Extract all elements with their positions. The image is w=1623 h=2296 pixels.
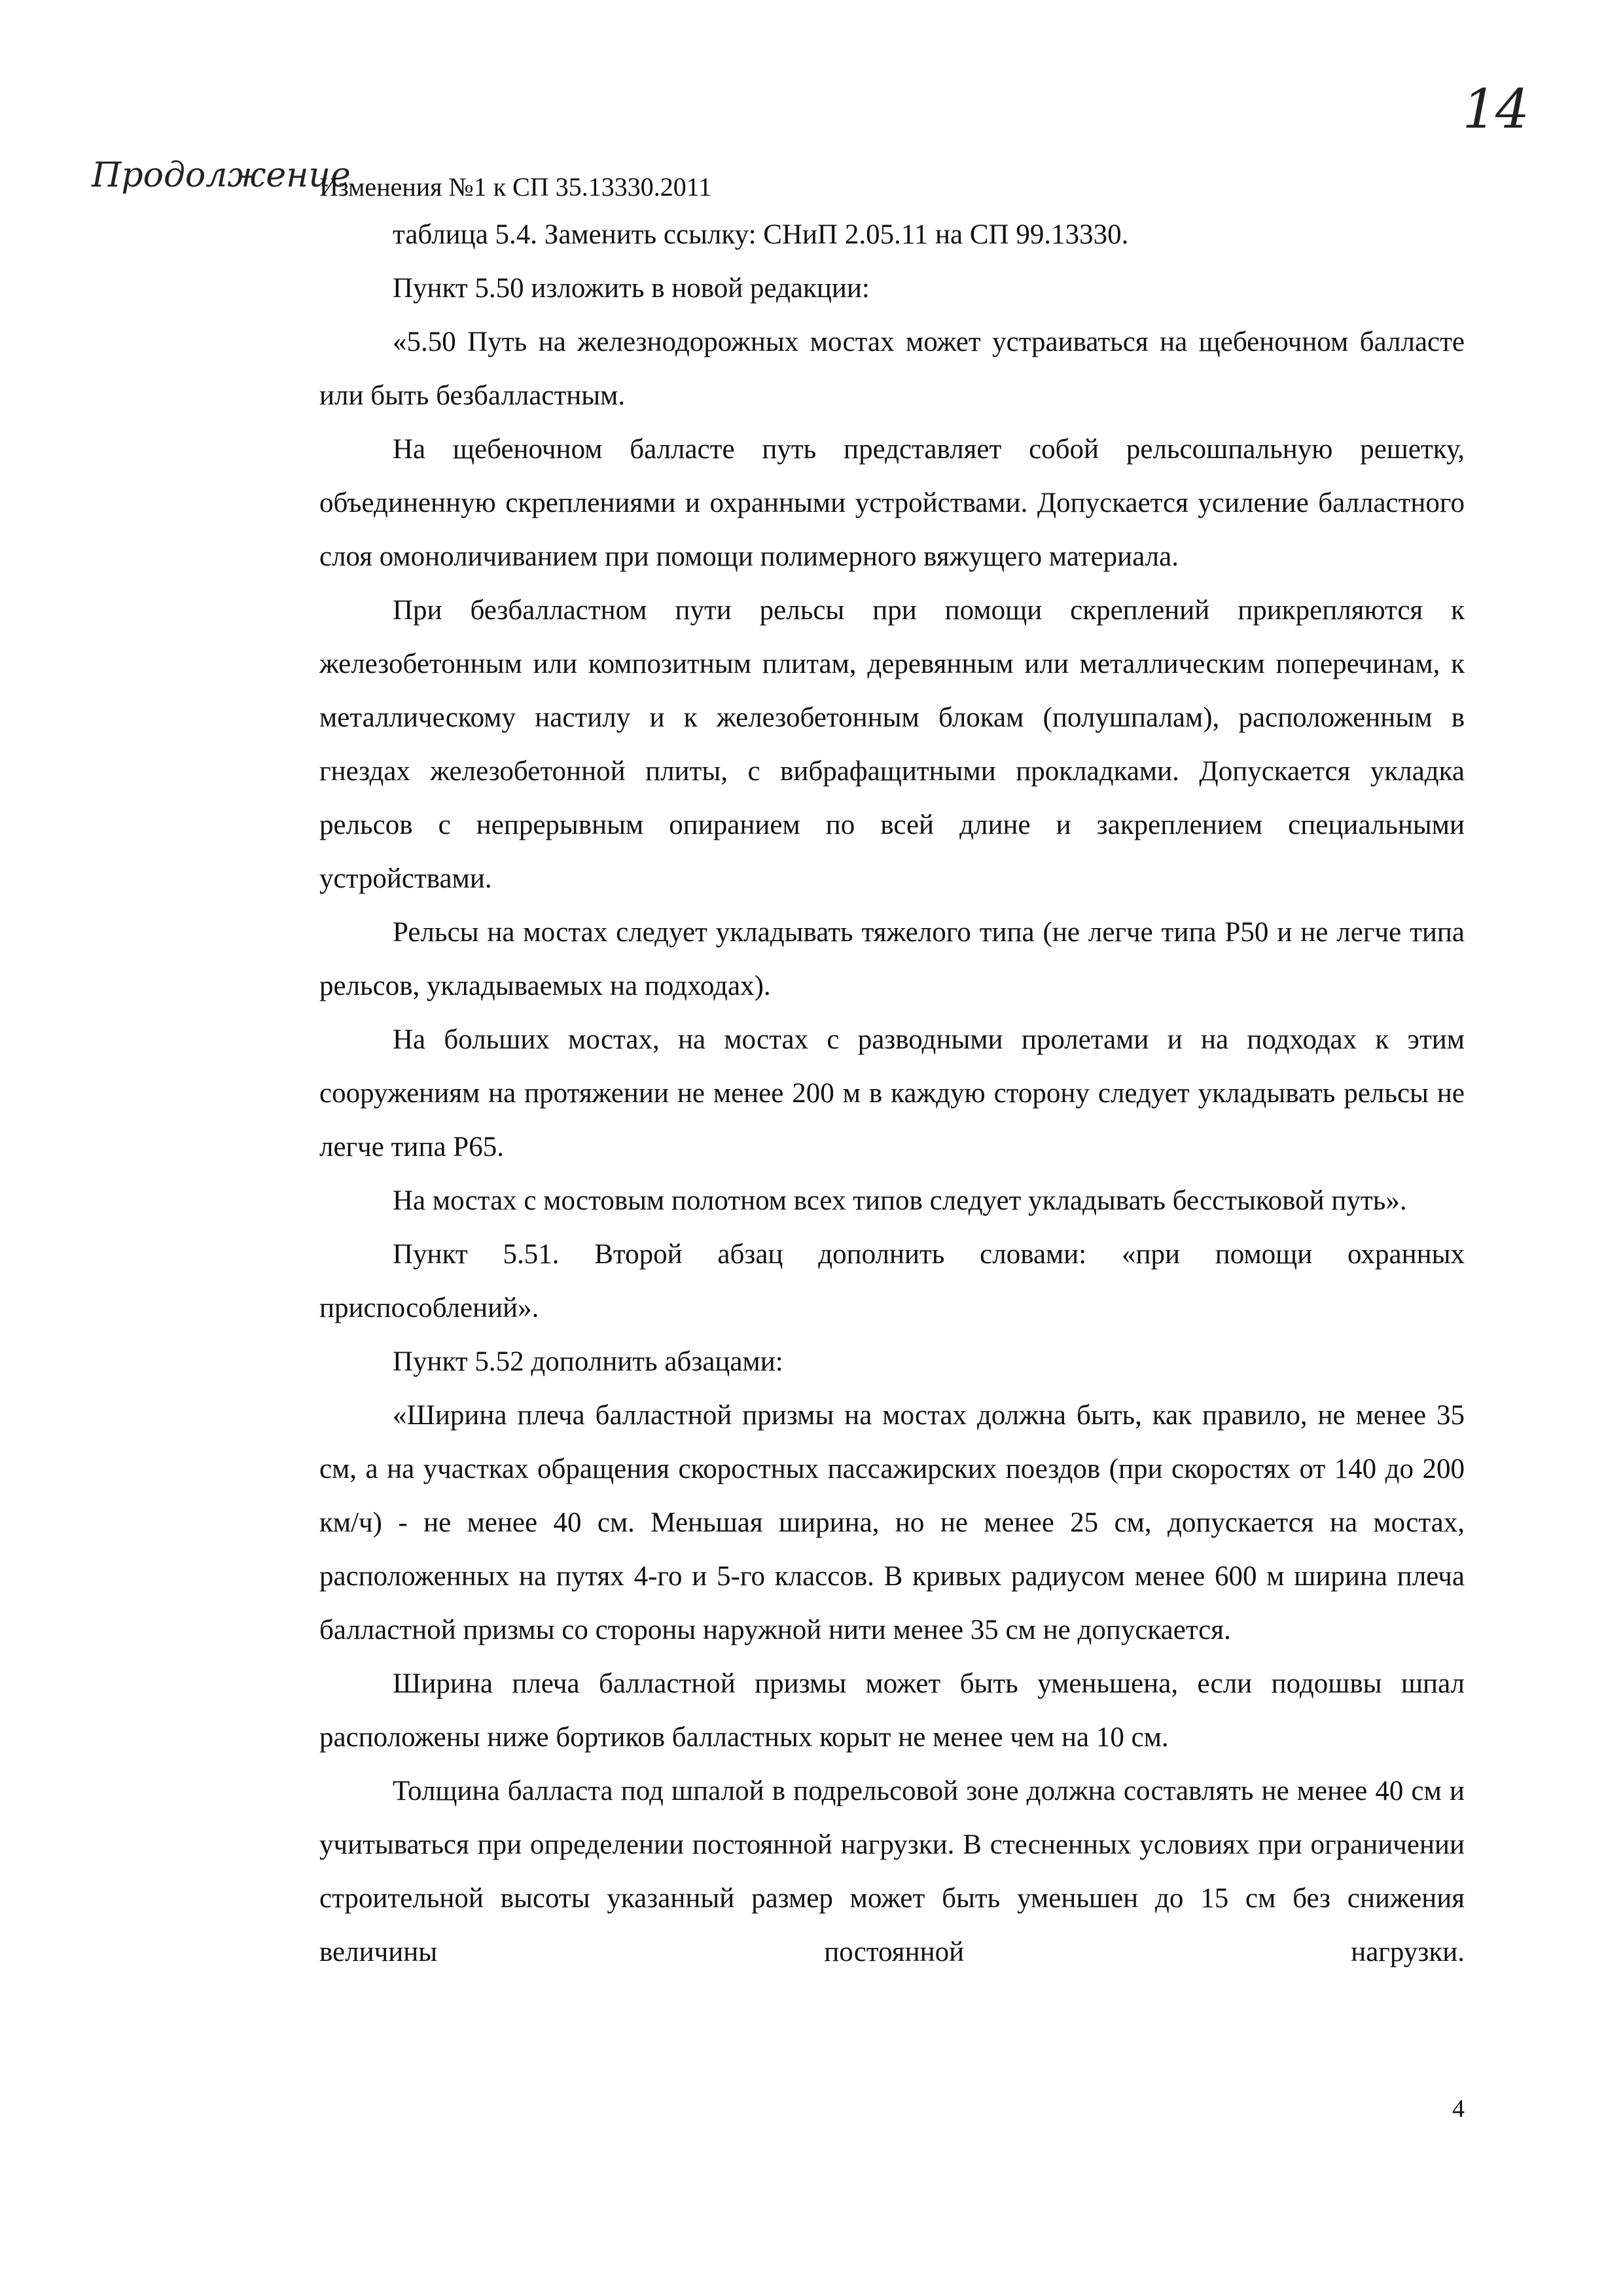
paragraph: Пункт 5.52 дополнить абзацами:: [393, 1346, 783, 1377]
paragraph: Ширина плеча балластной призмы может быть уменьшена, если подошвы шпал расположены ниже бортиков балластных корыт не менее чем на 10 см.: [319, 1668, 1465, 1753]
handwritten-page-number: 14: [1462, 79, 1528, 141]
paragraph: Пункт 5.50 изложить в новой редакции:: [393, 273, 870, 304]
paragraph: таблица 5.4. Заменить ссылку: СНиП 2.05.11 на СП 99.13330.: [393, 219, 1129, 250]
document-body: [319, 208, 1465, 1979]
page-footer-number: 4: [1452, 2095, 1465, 2123]
paragraph: На больших мостах, на мостах с разводными пролетами и на подходах к этим сооружениям на протяжении не менее 200 м в каждую сторону следует укладывать рельсы не легче типа Р65.: [319, 1024, 1465, 1162]
handwritten-continuation-note: Продолжение: [92, 156, 351, 195]
paragraph: На щебеночном балласте путь представляет собой рельсошпальную решетку, объединенную скреплениями и охранными устройствами. Допускается усиление балластного слоя омоноличиванием при помощи полимерного вяжущего материала.: [319, 434, 1465, 572]
document-header: Изменения №1 к СП 35.13330.2011: [319, 172, 712, 202]
paragraph: «Ширина плеча балластной призмы на мостах должна быть, как правило, не менее 35 см, а на участках обращения скоростных пассажирских поездов (при скоростях от 140 до 200 км/ч) - не менее 40 см. Меньшая ширина, но не менее 25 см, допускается на мостах, расположенных на путях 4-го и 5-го классов. В кривых радиусом менее 600 м ширина плеча балластной призмы со стороны наружной нити менее 35 см не допускается.: [319, 1400, 1465, 1645]
paragraph: Рельсы на мостах следует укладывать тяжелого типа (не легче типа Р50 и не легче типа рельсов, укладываемых на подходах).: [319, 917, 1465, 1001]
paragraph: Пункт 5.51. Второй абзац дополнить словами: «при помощи охранных приспособлений».: [319, 1239, 1465, 1323]
paragraph: На мостах с мостовым полотном всех типов следует укладывать бесстыковой путь».: [393, 1185, 1407, 1216]
paragraph: При безбалластном пути рельсы при помощи скреплений прикрепляются к железобетонным или композитным плитам, деревянным или металлическим поперечинам, к металлическому настилу и к железобетонным блокам (полушпалам), расположенным в гнездах железобетонной плиты, с вибрафащитными прокладками. Допускается укладка рельсов с непрерывным опиранием по всей длине и закреплением специальными устройствами.: [319, 595, 1465, 894]
paragraph: «5.50 Путь на железнодорожных мостах может устраиваться на щебеночном балласте или быть безбалластным.: [319, 327, 1465, 411]
paragraph: Толщина балласта под шпалой в подрельсовой зоне должна составлять не менее 40 см и учитываться при определении постоянной нагрузки. В стесненных условиях при ограничении строительной высоты указанный размер может быть уменьшен до 15 см без снижения величины постоянной нагрузки.: [319, 1776, 1465, 1967]
